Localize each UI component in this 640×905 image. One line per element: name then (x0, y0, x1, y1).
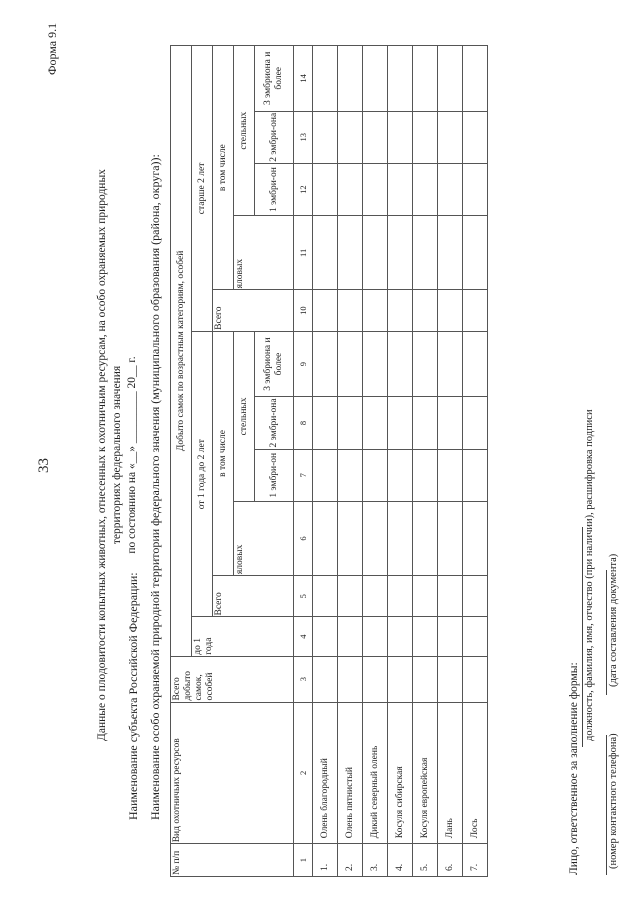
heading-line-2: по состоянию на «__» _________ 20__ г. (126, 356, 138, 554)
table-cell (463, 576, 488, 617)
table-cell (338, 46, 363, 112)
table-cell (413, 46, 438, 112)
column-number: 2 (294, 702, 313, 844)
column-number: 13 (294, 111, 313, 163)
header-barren-1-2: яловых (234, 501, 294, 575)
header-total-1-2: Всего (213, 576, 294, 617)
table-cell (363, 449, 388, 501)
table-cell (313, 501, 338, 575)
column-number: 5 (294, 576, 313, 617)
header-1-to-2-years: от 1 года до 2 лет (192, 331, 213, 617)
table-cell (438, 656, 463, 702)
table-cell (388, 290, 413, 331)
header-including-1-2: в том числе (213, 331, 234, 575)
column-number: 1 (294, 844, 313, 877)
table-cell (463, 656, 488, 702)
species-name: Косуля сибирская (388, 702, 413, 844)
table-cell (413, 163, 438, 215)
table-cell (313, 290, 338, 331)
table-cell (363, 331, 388, 396)
header-barren-over-2: яловых (234, 216, 294, 290)
table-cell (363, 290, 388, 331)
header-species: Вид охотничьих ресурсов (171, 702, 294, 844)
table-cell (413, 216, 438, 290)
table-cell (438, 111, 463, 163)
header-total-caught: Всего добыто самок, особей (171, 656, 294, 702)
table-cell (438, 449, 463, 501)
table-cell (388, 449, 413, 501)
fertility-table (170, 45, 488, 877)
table-cell (438, 617, 463, 656)
table-cell (363, 46, 388, 112)
row-number: 4. (388, 844, 413, 877)
table-cell (463, 290, 488, 331)
table-cell (338, 163, 363, 215)
table-cell (338, 449, 363, 501)
phone-line (606, 735, 607, 875)
column-number: 14 (294, 46, 313, 112)
header-1-embryo-1-2: 1 эмбри-он (255, 449, 294, 501)
table-cell (413, 576, 438, 617)
header-2-embryos-over-2: 2 эмбри-она (255, 111, 294, 163)
table-cell (463, 331, 488, 396)
column-number: 8 (294, 397, 313, 449)
table-cell (363, 656, 388, 702)
table-cell (338, 111, 363, 163)
header-pregnant-over-2: стельных (234, 46, 255, 216)
species-name: Олень пятнистый (338, 702, 363, 844)
table-cell (413, 111, 438, 163)
table-cell (388, 163, 413, 215)
table-cell (313, 576, 338, 617)
column-number: 10 (294, 290, 313, 331)
column-number: 3 (294, 656, 313, 702)
table-cell (438, 290, 463, 331)
column-number: 6 (294, 501, 313, 575)
table-cell (363, 216, 388, 290)
table-cell (338, 397, 363, 449)
table-cell (338, 331, 363, 396)
header-3-embryos-over-2: 3 эмбриона и более (255, 46, 294, 112)
table-cell (313, 111, 338, 163)
header-1-embryo-over-2: 1 эмбри-он (255, 163, 294, 215)
table-row (313, 46, 338, 877)
row-number: 6. (438, 844, 463, 877)
table-cell (388, 111, 413, 163)
table-row (463, 46, 488, 877)
row-number: 7. (463, 844, 488, 877)
header-3-embryos-1-2: 3 эмбриона и более (255, 331, 294, 396)
header-over-2-years: старше 2 лет (192, 46, 213, 332)
table-cell (338, 290, 363, 331)
row-number: 5. (413, 844, 438, 877)
table-cell (388, 397, 413, 449)
table-cell (463, 617, 488, 656)
table-cell (313, 656, 338, 702)
table-cell (363, 576, 388, 617)
date-caption: (дата составления документа) (608, 553, 619, 687)
table-cell (438, 397, 463, 449)
species-name: Олень благородный (313, 702, 338, 844)
phone-caption: (номер контактного телефона) (608, 733, 619, 869)
header-caught-by-age: Добыто самок по возрастным категориям, особей (171, 46, 192, 657)
table-row (438, 46, 463, 877)
table-cell (438, 576, 463, 617)
header-including-over-2: в том числе (213, 46, 234, 290)
species-name: Дикий северный олень (363, 702, 388, 844)
table-cell (413, 331, 438, 396)
responsible-label: Лицо, ответственное за заполнение формы: (568, 662, 580, 875)
column-number: 9 (294, 331, 313, 396)
table-row (363, 46, 388, 877)
table-cell (463, 397, 488, 449)
table-cell (338, 656, 363, 702)
table-cell (388, 501, 413, 575)
header-2-embryos-1-2: 2 эмбри-она (255, 397, 294, 449)
table-cell (363, 111, 388, 163)
date-line (606, 570, 607, 695)
table-cell (463, 501, 488, 575)
table-cell (413, 501, 438, 575)
species-name: Косуля европейская (413, 702, 438, 844)
table-cell (338, 576, 363, 617)
table-cell (413, 290, 438, 331)
table-cell (363, 397, 388, 449)
table-cell (388, 576, 413, 617)
header-total-over-2: Всего (213, 290, 294, 331)
table-cell (413, 617, 438, 656)
responsible-caption: должность, фамилия, имя, отчество (при наличии), расшифровка подписи (584, 409, 595, 741)
table-cell (463, 216, 488, 290)
table-cell (413, 397, 438, 449)
data-rows (313, 46, 488, 877)
responsible-signature-line (582, 527, 583, 747)
heading-line-1: Данные о плодовитости копытных животных, отнесенных к охотничьим ресурсам, на особо охраняемых природных территориях федерального значения (96, 169, 123, 741)
column-number-row (294, 46, 313, 877)
page-number: 33 (36, 458, 52, 473)
table-cell (438, 46, 463, 112)
table-cell (363, 617, 388, 656)
table-cell (463, 46, 488, 112)
table-cell (313, 163, 338, 215)
table-cell (388, 331, 413, 396)
table-cell (313, 46, 338, 112)
table-cell (313, 331, 338, 396)
table-cell (438, 216, 463, 290)
table-cell (338, 501, 363, 575)
table-cell (438, 163, 463, 215)
table-cell (313, 449, 338, 501)
table-cell (388, 656, 413, 702)
table-cell (313, 617, 338, 656)
table-row (388, 46, 413, 877)
header-under-1-year: до 1 года (192, 617, 294, 656)
header-pregnant-1-2: стельных (234, 331, 255, 501)
table-cell (388, 46, 413, 112)
species-name: Лань (438, 702, 463, 844)
table-cell (363, 501, 388, 575)
table-cell (363, 163, 388, 215)
table-cell (388, 617, 413, 656)
form-label: Форма 9.1 (45, 22, 59, 75)
header-num: № п/п (171, 844, 294, 877)
table-cell (463, 163, 488, 215)
column-number: 7 (294, 449, 313, 501)
row-number: 1. (313, 844, 338, 877)
row-number: 2. (338, 844, 363, 877)
row-number: 3. (363, 844, 388, 877)
table-cell (388, 216, 413, 290)
table-cell (413, 656, 438, 702)
table-cell (438, 331, 463, 396)
table-cell (463, 111, 488, 163)
table-cell (338, 216, 363, 290)
table-cell (463, 449, 488, 501)
species-name: Лось (463, 702, 488, 844)
table-cell (313, 397, 338, 449)
table-cell (338, 617, 363, 656)
column-number: 11 (294, 216, 313, 290)
ooopt-label: Наименование особо охраняемой природной территории федерального значения (муниципального образования (района, округа)): (148, 154, 162, 820)
column-number: 12 (294, 163, 313, 215)
subject-label: Наименование субъекта Российской Федерации: (126, 572, 140, 820)
table-cell (413, 449, 438, 501)
table-row (413, 46, 438, 877)
column-number: 4 (294, 617, 313, 656)
table-cell (313, 216, 338, 290)
table-row (338, 46, 363, 877)
table-cell (438, 501, 463, 575)
